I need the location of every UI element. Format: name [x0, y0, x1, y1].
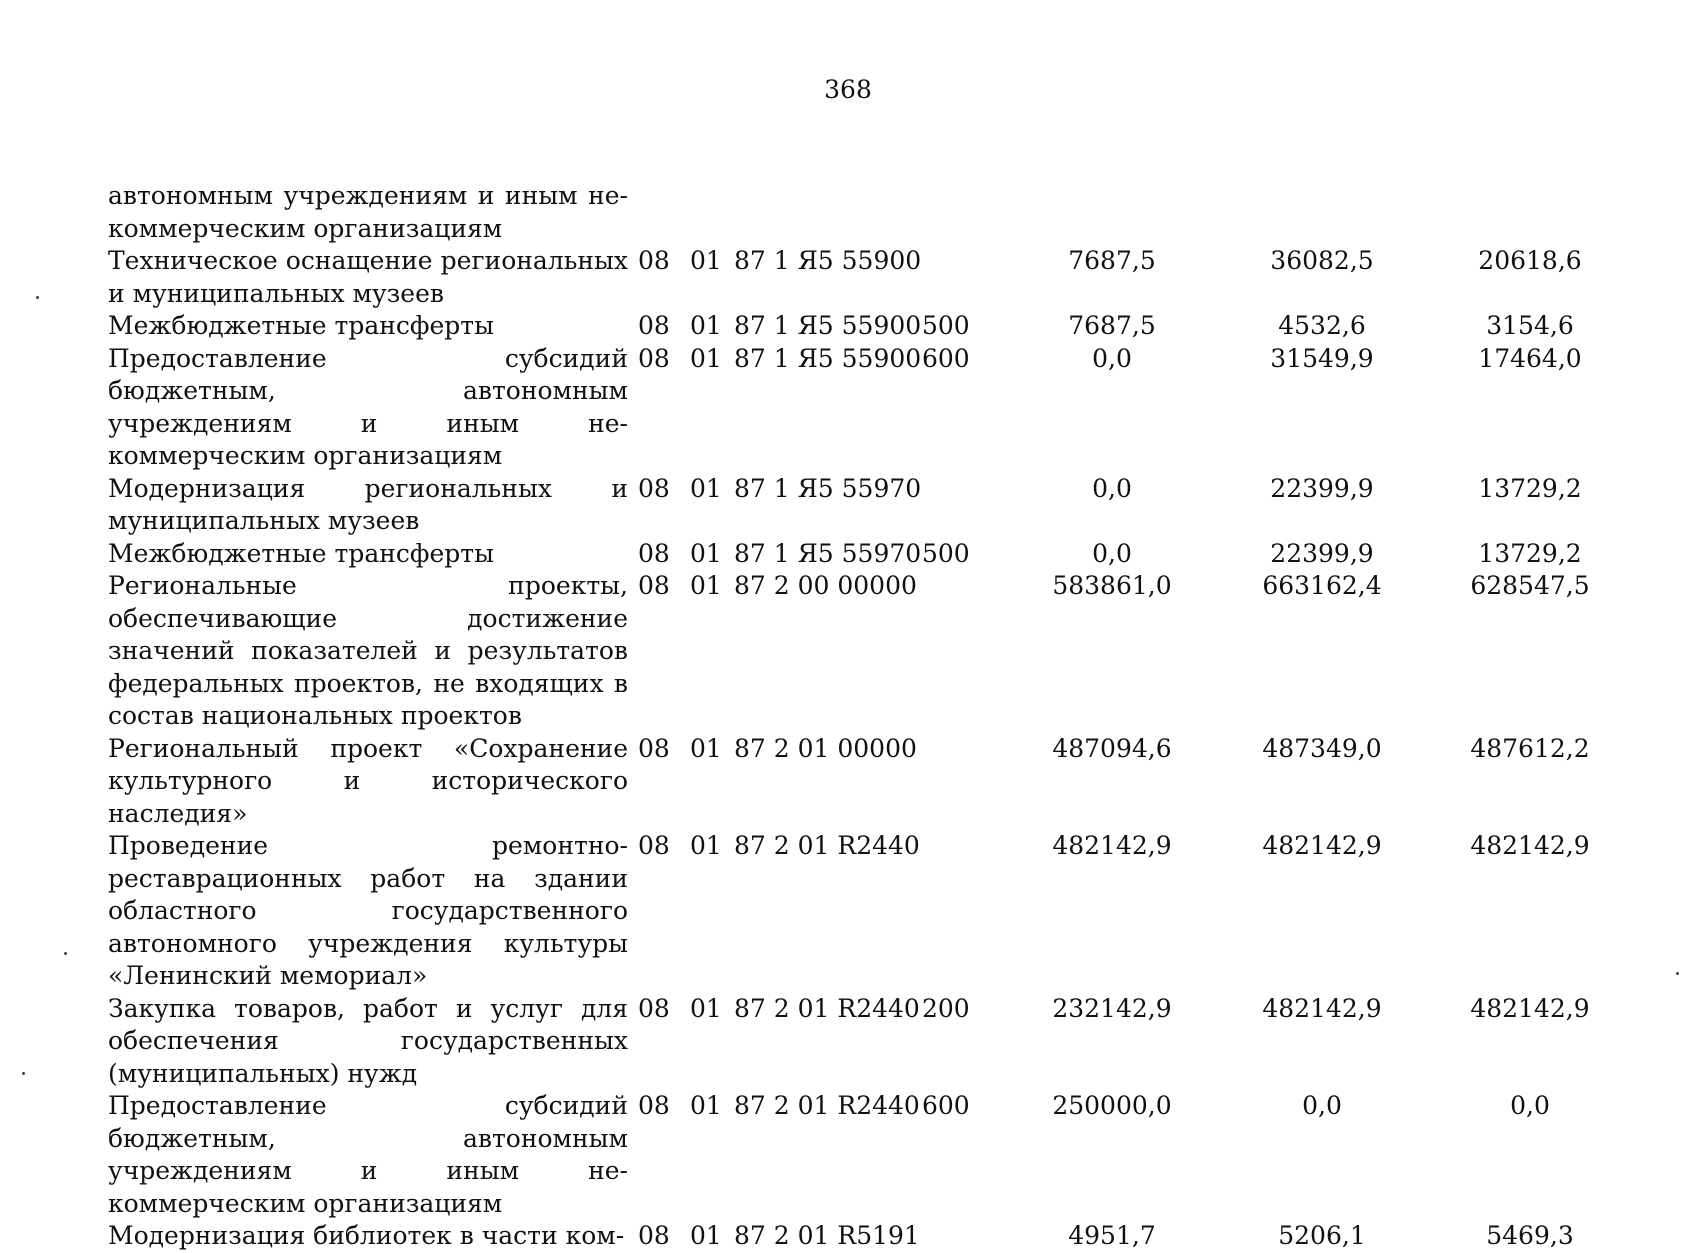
- scan-speck: [36, 296, 39, 299]
- section-code: 08: [638, 733, 670, 763]
- expense-type-code: 500: [922, 311, 970, 340]
- subsection-code: 01: [690, 311, 722, 340]
- table-row: [108, 538, 1634, 571]
- row-description: Предоставление субсидий бюджетным, автономным учреждениям и иным некоммерческим организациям: [108, 343, 628, 470]
- amount-year-1: 583861,0: [1052, 571, 1172, 600]
- row-description: Техническое оснащение региональных и муниципальных музеев: [108, 246, 628, 308]
- expense-type-code: 500: [922, 538, 970, 568]
- section-code: 08: [638, 1221, 670, 1250]
- target-article-code: 87 2 01 R2440: [734, 993, 920, 1023]
- target-article-code: 87 1 Я5 55900: [734, 311, 922, 340]
- table-row: [108, 1090, 1634, 1220]
- section-code: [638, 180, 690, 245]
- amount-year-1: 250000,0: [1052, 1091, 1172, 1120]
- table-row: [108, 830, 1634, 993]
- amount-year-2: 31549,9: [1270, 343, 1374, 373]
- target-article-code: 87 2 01 R2440: [734, 1091, 920, 1120]
- table-row: [108, 245, 1634, 310]
- row-description: автономным учреждениям и иным некоммерческим организациям: [108, 181, 628, 243]
- row-description: Региональный проект «Сохранение культурного и исторического наследия»: [108, 733, 628, 828]
- section-code: 08: [638, 473, 670, 503]
- amount-year-2: 0,0: [1302, 1091, 1342, 1120]
- amount-year-3: 13729,2: [1478, 473, 1582, 503]
- target-article-code: 87 2 00 00000: [734, 571, 917, 600]
- expense-type-code: [922, 473, 1006, 538]
- section-code: 08: [638, 831, 670, 860]
- row-description: Межбюджетные трансферты: [108, 311, 495, 340]
- scan-speck: [22, 1072, 25, 1075]
- amount-year-1: 482142,9: [1052, 831, 1172, 860]
- amount-year-1: 4951,7: [1068, 1221, 1156, 1250]
- section-code: 08: [638, 246, 670, 275]
- section-code: 08: [638, 993, 670, 1023]
- amount-year-3: 487612,2: [1470, 733, 1590, 763]
- amount-year-2: 482142,9: [1262, 993, 1382, 1023]
- amount-year-2: 22399,9: [1270, 538, 1374, 568]
- subsection-code: [690, 180, 734, 245]
- expense-type-code: 600: [922, 1091, 970, 1120]
- target-article-code: 87 2 01 00000: [734, 733, 917, 763]
- section-code: 08: [638, 311, 670, 340]
- table-body: [108, 180, 1634, 1253]
- expense-type-code: 200: [922, 993, 970, 1023]
- table-row: [108, 343, 1634, 473]
- row-description: Региональные проекты, обеспечивающие достижение значений показателей и результатов федеральных проектов, не входящих в состав национальных проектов: [108, 571, 628, 730]
- page-number: 368: [824, 75, 872, 104]
- amount-year-1: 0,0: [1092, 473, 1132, 503]
- subsection-code: 01: [690, 473, 722, 503]
- amount-year-3: 628547,5: [1470, 571, 1590, 600]
- subsection-code: 01: [690, 571, 722, 600]
- amount-year-2: 482142,9: [1262, 831, 1382, 860]
- amount-year-2: 5206,1: [1278, 1221, 1366, 1250]
- section-code: 08: [638, 1091, 670, 1120]
- scan-speck: [64, 952, 67, 955]
- section-code: 08: [638, 538, 670, 568]
- expense-type-code: [922, 180, 1006, 245]
- scan-speck: [1676, 972, 1679, 975]
- table-row: [108, 1220, 1634, 1253]
- section-code: 08: [638, 571, 670, 600]
- amount-year-1: [1006, 180, 1218, 245]
- amount-year-1: 7687,5: [1068, 246, 1156, 275]
- expense-type-code: [922, 1220, 1006, 1253]
- target-article-code: 87 1 Я5 55900: [734, 246, 922, 275]
- amount-year-1: 7687,5: [1068, 311, 1156, 340]
- amount-year-3: 482142,9: [1470, 831, 1590, 860]
- target-article-code: 87 2 01 R5191: [734, 1221, 920, 1250]
- amount-year-3: 0,0: [1510, 1091, 1550, 1120]
- table-row: [108, 310, 1634, 343]
- subsection-code: 01: [690, 1091, 722, 1120]
- target-article-code: 87 2 01 R2440: [734, 831, 920, 860]
- expense-type-code: [922, 570, 1006, 733]
- table-row: [108, 473, 1634, 538]
- table-row: [108, 180, 1634, 245]
- section-code: 08: [638, 343, 670, 373]
- subsection-code: 01: [690, 831, 722, 860]
- amount-year-3: 482142,9: [1470, 993, 1590, 1023]
- amount-year-2: 36082,5: [1270, 246, 1374, 275]
- row-description: Проведение ремонтно-реставрационных работ на здании областного государственного автономного учреждения культуры «Ленинский мемориал»: [108, 831, 628, 990]
- amount-year-3: [1426, 180, 1634, 245]
- row-description: Предоставление субсидий бюджетным, автономным учреждениям и иным некоммерческим организациям: [108, 1091, 628, 1218]
- subsection-code: 01: [690, 343, 722, 373]
- amount-year-1: 232142,9: [1052, 993, 1172, 1023]
- expense-type-code: [922, 733, 1006, 831]
- subsection-code: 01: [690, 993, 722, 1023]
- amount-year-3: 5469,3: [1486, 1221, 1574, 1250]
- table-row: [108, 570, 1634, 733]
- amount-year-2: 4532,6: [1278, 311, 1366, 340]
- expense-type-code: 600: [922, 343, 970, 373]
- table-row: [108, 733, 1634, 831]
- amount-year-2: 663162,4: [1262, 571, 1382, 600]
- subsection-code: 01: [690, 1221, 722, 1250]
- amount-year-2: 487349,0: [1262, 733, 1382, 763]
- target-article-code: 87 1 Я5 55900: [734, 343, 922, 373]
- row-description: Межбюджетные трансферты: [108, 538, 495, 568]
- amount-year-3: 3154,6: [1486, 311, 1574, 340]
- subsection-code: 01: [690, 733, 722, 763]
- target-article-code: [734, 180, 922, 245]
- subsection-code: 01: [690, 246, 722, 275]
- row-description: Закупка товаров, работ и услуг для обеспечения государственных (муниципальных) нужд: [108, 993, 628, 1088]
- amount-year-2: [1218, 180, 1426, 245]
- row-description: Модернизация региональных и муниципальных музеев: [108, 473, 628, 535]
- expense-type-code: [922, 830, 1006, 993]
- amount-year-1: 0,0: [1092, 343, 1132, 373]
- budget-table: [108, 180, 1634, 1253]
- target-article-code: 87 1 Я5 55970: [734, 473, 922, 503]
- subsection-code: 01: [690, 538, 722, 568]
- amount-year-2: 22399,9: [1270, 473, 1374, 503]
- amount-year-3: 17464,0: [1478, 343, 1582, 373]
- target-article-code: 87 1 Я5 55970: [734, 538, 922, 568]
- table-row: [108, 993, 1634, 1091]
- amount-year-1: 0,0: [1092, 538, 1132, 568]
- amount-year-3: 20618,6: [1478, 246, 1582, 275]
- amount-year-3: 13729,2: [1478, 538, 1582, 568]
- expense-type-code: [922, 245, 1006, 310]
- row-description: Модернизация библиотек в части ком-: [108, 1221, 625, 1250]
- amount-year-1: 487094,6: [1052, 733, 1172, 763]
